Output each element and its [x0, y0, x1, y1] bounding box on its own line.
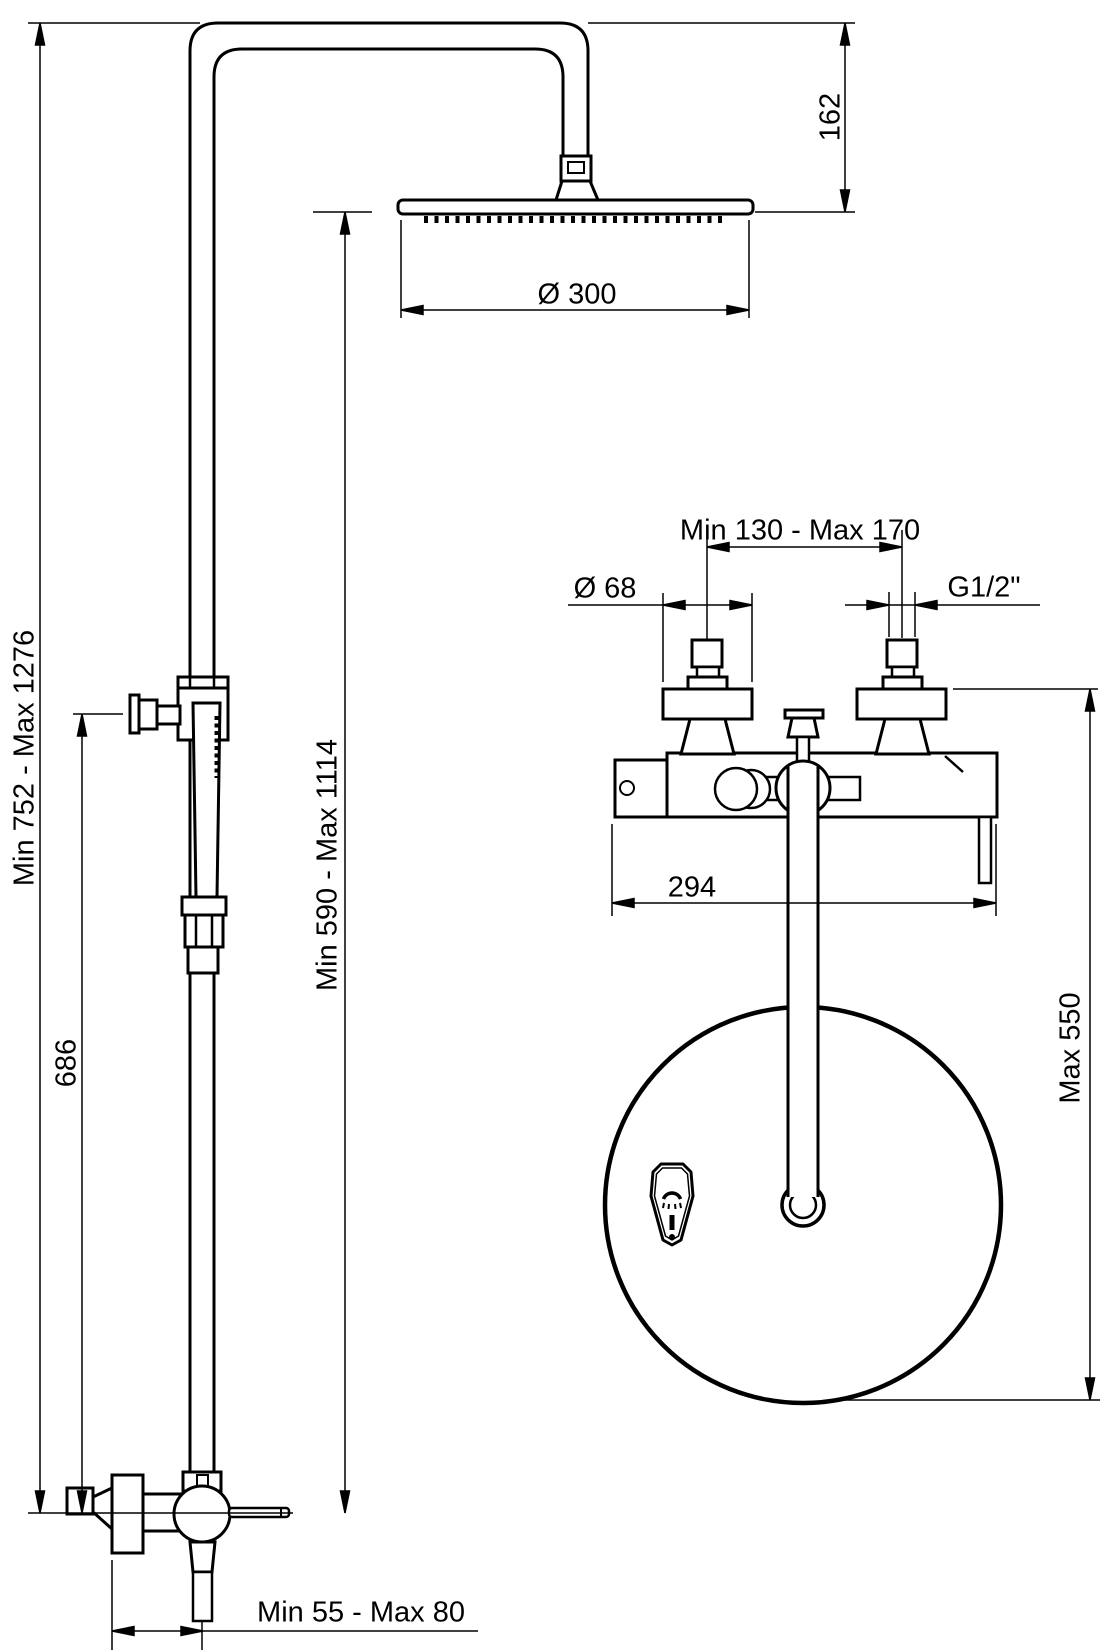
wall-wedge	[93, 1488, 112, 1529]
outlet-pipe	[193, 1572, 212, 1621]
temp-knob-face	[715, 768, 757, 810]
valve-ball	[174, 1486, 230, 1542]
label-wall-offset: Min 55 - Max 80	[257, 1596, 465, 1629]
holder-collar	[178, 677, 228, 688]
right-inlet-rosette	[857, 689, 946, 719]
label-inlet-spacing: Min 130 - Max 170	[679, 514, 921, 547]
left-inlet-rosette	[663, 689, 752, 719]
left-inlet-base	[688, 677, 727, 689]
wall-flange	[112, 1475, 143, 1553]
holder-knob-plate	[130, 695, 139, 733]
left-inlet-neck	[681, 719, 734, 754]
label-overall-height: Min 752 - Max 1276	[8, 629, 41, 887]
label-body-width: 294	[667, 871, 717, 904]
front-view	[605, 640, 1001, 1403]
mixer-handle-front	[979, 817, 991, 883]
holder-knob-stem	[157, 706, 180, 724]
column-inner-line	[214, 49, 563, 1472]
diverter-block	[788, 718, 818, 737]
slider-clamp-bottom	[188, 947, 218, 973]
label-head-diameter: Ø 300	[537, 278, 617, 311]
head-cone	[556, 181, 598, 200]
right-inlet-base	[883, 677, 922, 689]
holder-knob-body	[138, 700, 157, 729]
left-inlet-thread	[692, 640, 722, 667]
riser-pipe	[788, 766, 818, 1197]
rainhead-side	[398, 200, 753, 214]
label-arm-drop: 162	[814, 92, 847, 142]
right-inlet-neck	[876, 719, 929, 754]
head-swivel-notch	[568, 162, 584, 173]
slider-clamp-mid	[185, 915, 223, 947]
outlet-cone	[190, 1542, 215, 1572]
side-view	[28, 23, 753, 1621]
column-outer-line	[190, 23, 588, 1472]
right-inlet-thread	[887, 640, 917, 667]
label-thread-size: G1/2"	[947, 571, 1021, 604]
label-head-height: Min 590 - Max 1114	[311, 739, 344, 991]
label-head-projection: Max 550	[1054, 992, 1087, 1104]
ext-min55	[112, 1560, 202, 1650]
label-holder-height: 686	[50, 1038, 83, 1088]
slider-clamp-top	[182, 897, 226, 915]
mixer-screw	[620, 781, 634, 795]
label-rosette-diameter: Ø 68	[573, 572, 637, 605]
